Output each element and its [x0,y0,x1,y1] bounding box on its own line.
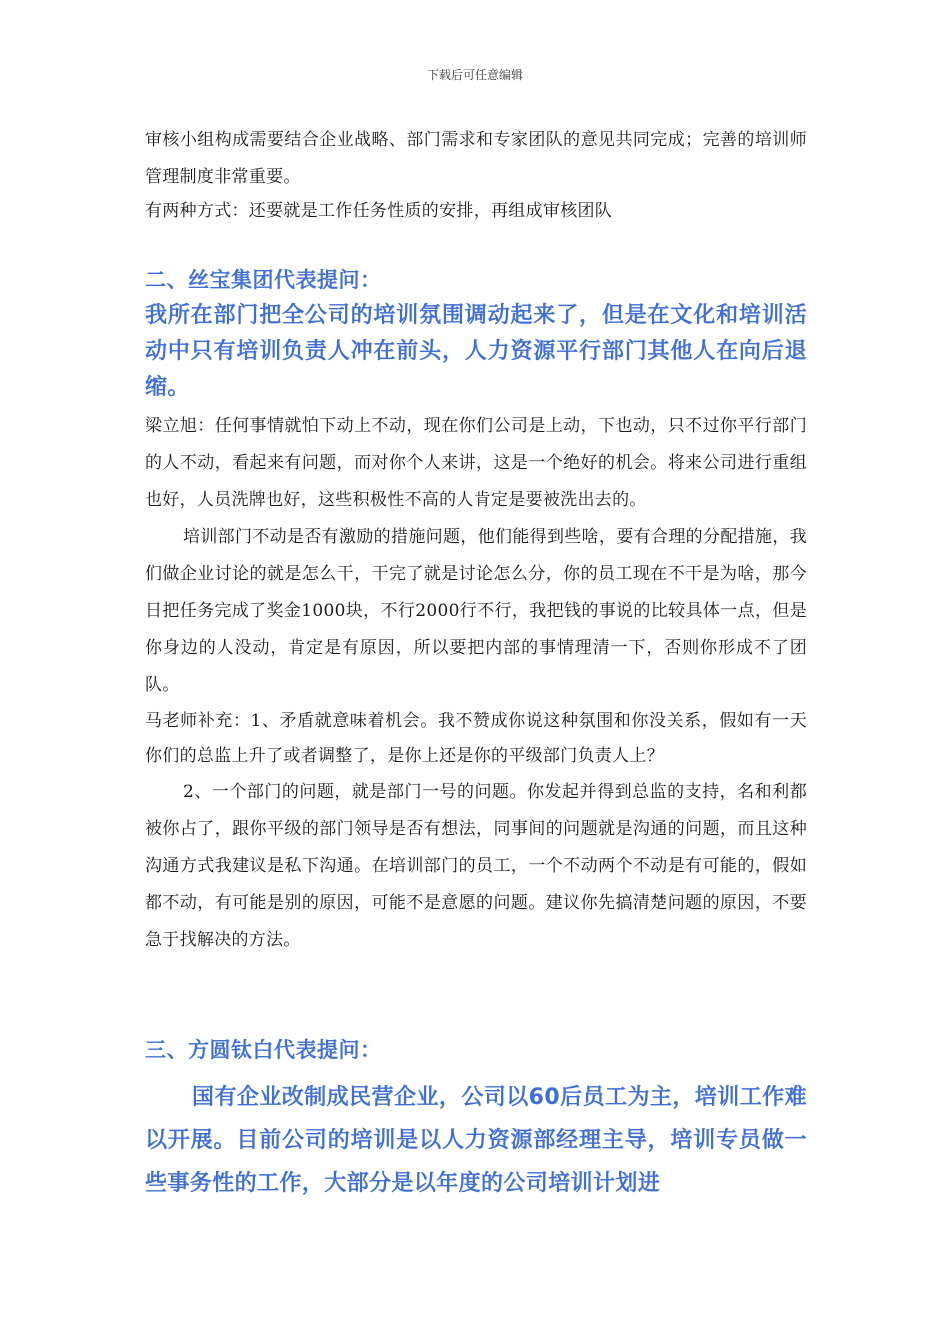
answer-ma-supplement-1: 马老师补充：1、矛盾就意味着机会。我不赞成你说这种氛围和你没关系，假如有一天你们的总监上升了或者调整了，是你上还是你的平级部门负责人上？ [145,711,807,766]
section-2-heading [145,264,807,294]
section-3-heading [145,1034,807,1064]
section-2-title: 二、丝宝集团代表提问： [145,268,382,292]
section-3-title: 三、方圆钛白代表提问： [145,1038,382,1062]
answer-ma-supplement-2: 2、一个部门的问题，就是部门一号的问题。你发起并得到总监的支持，名和利都被你占了，跟你平级的部门领导是否有想法，同事间的问题就是沟通的问题，而且这种沟通方式我建议是私下沟通。在培训部门的员工，一个不动两个不动是有可能的，假如都不动，有可能是别的原因，可能不是意愿的问题。建议你先搞清楚问题的原因，不要急于找解决的方法。 [145,782,807,950]
page-header: 下载后可任意编辑 [426,68,523,82]
intro-section [145,122,807,227]
answer-training-incentive: 培训部门不动是否有激励的措施问题，他们能得到些啥，要有合理的分配措施，我们做企业讨论的就是怎么干，干完了就是讨论怎么分，你的员工现在不干是为啥，那今日把任务完成了奖金1000块，不行2000行不行，我把钱的事说的比较具体一点，但是你身边的人没动，肯定是有原因，所以要把内部的事情理清一下，否则你形成不了团队。 [145,527,807,695]
intro-paragraph-1: 审核小组构成需要结合企业战略、部门需求和专家团队的意见共同完成；完善的培训师管理制度非常重要。 [145,130,807,187]
intro-paragraph-2: 有两种方式：还要就是工作任务性质的安排，再组成审核团队 [145,201,613,221]
answer-liang: 梁立旭：任何事情就怕下动上不动，现在你们公司是上动，下也动，只不过你平行部门的人不动，看起来有问题，而对你个人来讲，这是一个绝好的机会。将来公司进行重组也好，人员洗牌也好，这些积极性不高的人肯定是要被洗出去的。 [145,416,807,510]
section-2-question-block [145,298,807,406]
section-3-question: 国有企业改制成民营企业，公司以60后员工为主，培训工作难以开展。目前公司的培训是以人力资源部经理主导，培训专员做一些事务性的工作，大部分是以年度的公司培训计划进 [145,1085,807,1196]
section-2-question: 我所在部门把全公司的培训氛围调动起来了，但是在文化和培训活动中只有培训负责人冲在前头，人力资源平行部门其他人在向后退缩。 [145,303,807,400]
section-2-answers [145,408,807,959]
section-3-question-block [145,1076,807,1205]
